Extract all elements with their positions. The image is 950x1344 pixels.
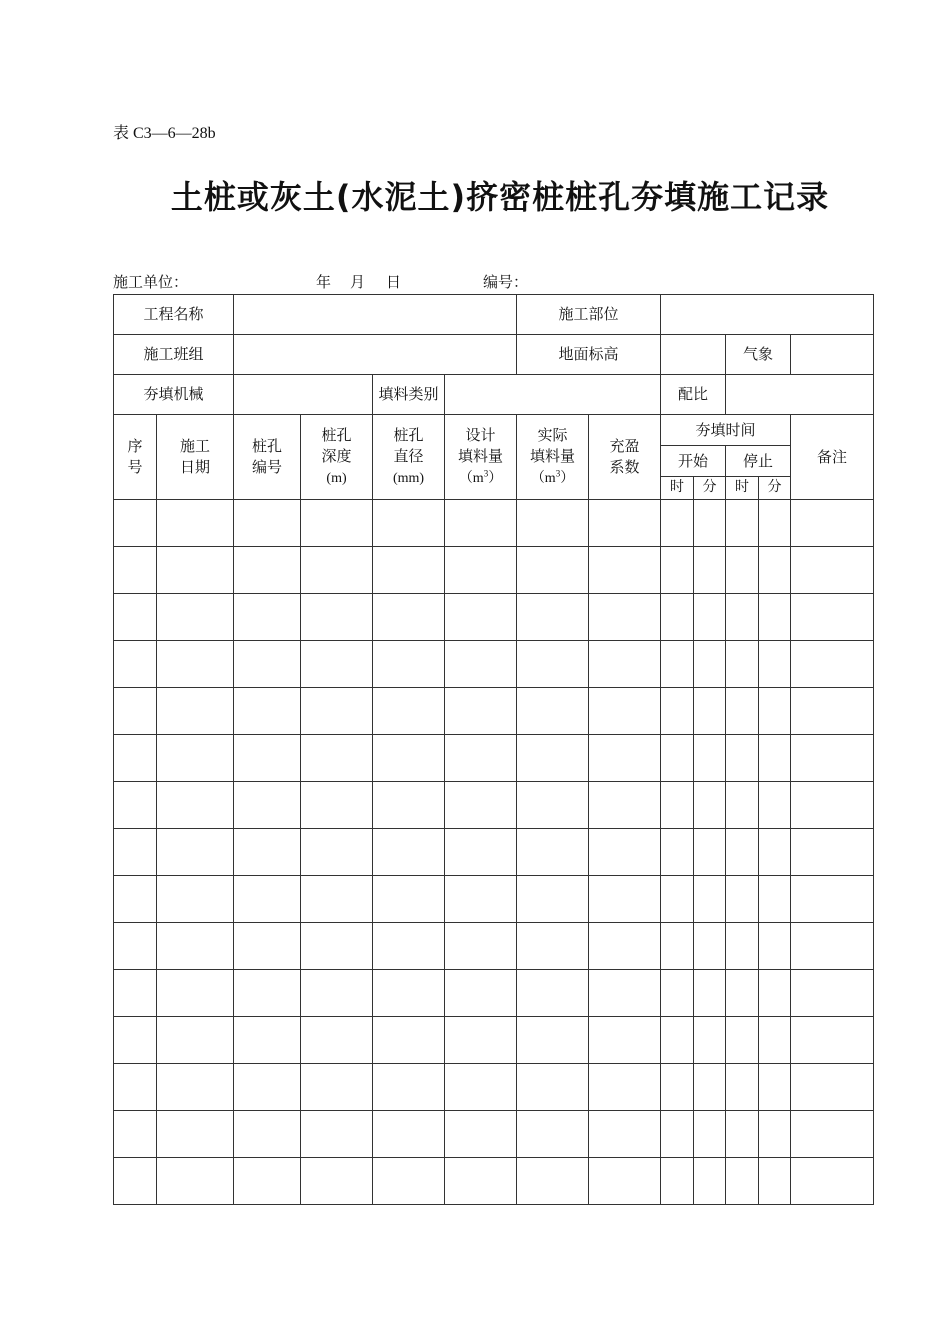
table-cell[interactable] [759, 594, 791, 641]
table-cell[interactable] [759, 500, 791, 547]
header-pile-no: 桩孔 编号 [234, 415, 301, 500]
table-cell[interactable] [373, 594, 445, 641]
table-cell[interactable] [661, 688, 694, 735]
table-cell[interactable] [694, 1064, 726, 1111]
table-cell[interactable] [726, 688, 759, 735]
table-cell[interactable] [726, 782, 759, 829]
table-cell[interactable] [661, 1158, 694, 1205]
table-cell[interactable] [301, 1064, 373, 1111]
page-title: 土桩或灰土(水泥土)挤密桩桩孔夯填施工记录 [170, 178, 830, 216]
table-cell[interactable] [157, 594, 234, 641]
header-design-fill: 设计 填料量 $(m^3)$ [445, 415, 517, 500]
table-cell[interactable] [234, 500, 301, 547]
table-cell[interactable] [445, 735, 517, 782]
day-label: 日 [386, 273, 402, 291]
table-cell[interactable] [726, 1111, 759, 1158]
table-cell[interactable] [759, 641, 791, 688]
table-cell[interactable] [157, 1064, 234, 1111]
header-tamp-time: 夯填时间 [661, 415, 791, 446]
table-row [114, 688, 874, 735]
table-cell[interactable] [373, 876, 445, 923]
table-cell[interactable] [759, 1158, 791, 1205]
construction-part-label: 施工部位 [517, 295, 661, 335]
table-cell[interactable] [234, 970, 301, 1017]
table-cell[interactable] [791, 594, 874, 641]
table-cell[interactable] [759, 970, 791, 1017]
form-code: 表 C3—6—28b [113, 125, 216, 142]
header-start: 开始 [661, 446, 726, 477]
table-row [114, 782, 874, 829]
table-cell[interactable] [114, 641, 157, 688]
table-cell[interactable] [589, 1064, 661, 1111]
table-cell[interactable] [694, 829, 726, 876]
table-cell[interactable] [661, 923, 694, 970]
header-start-hour: 时 [661, 477, 694, 500]
table-cell[interactable] [517, 1111, 589, 1158]
table-cell[interactable] [445, 876, 517, 923]
table-cell[interactable] [114, 1111, 157, 1158]
table-row [114, 923, 874, 970]
table-cell[interactable] [759, 876, 791, 923]
table-cell[interactable] [517, 1158, 589, 1205]
table-cell[interactable] [517, 547, 589, 594]
table-row [114, 1158, 874, 1205]
table-cell[interactable] [114, 1017, 157, 1064]
table-cell[interactable] [694, 876, 726, 923]
table-cell[interactable] [157, 782, 234, 829]
table-cell[interactable] [517, 688, 589, 735]
table-row [114, 500, 874, 547]
header-depth: 桩孔 深度 (m) [301, 415, 373, 500]
table-cell[interactable] [791, 829, 874, 876]
table-cell[interactable] [589, 829, 661, 876]
table-cell[interactable] [759, 923, 791, 970]
table-cell[interactable] [517, 1064, 589, 1111]
table-cell[interactable] [791, 923, 874, 970]
table-cell[interactable] [114, 735, 157, 782]
table-cell[interactable] [726, 547, 759, 594]
table-cell[interactable] [373, 782, 445, 829]
table-cell[interactable] [114, 970, 157, 1017]
table-cell[interactable] [301, 688, 373, 735]
table-cell[interactable] [445, 1017, 517, 1064]
table-cell[interactable] [791, 782, 874, 829]
table-cell[interactable] [445, 970, 517, 1017]
table-cell[interactable] [157, 970, 234, 1017]
table-cell[interactable] [157, 876, 234, 923]
table-cell[interactable] [726, 500, 759, 547]
table-cell[interactable] [234, 1111, 301, 1158]
table-cell[interactable] [445, 1064, 517, 1111]
table-cell[interactable] [234, 829, 301, 876]
weather-label: 气象 [726, 335, 791, 375]
machine-label: 夯填机械 [114, 375, 234, 415]
table-row [114, 829, 874, 876]
table-cell[interactable] [759, 735, 791, 782]
table-cell[interactable] [445, 594, 517, 641]
table-cell[interactable] [157, 1111, 234, 1158]
table-cell[interactable] [661, 1064, 694, 1111]
table-cell[interactable] [114, 923, 157, 970]
table-row [114, 1111, 874, 1158]
table-cell[interactable] [445, 641, 517, 688]
table-cell[interactable] [791, 876, 874, 923]
table-cell[interactable] [726, 735, 759, 782]
table-cell[interactable] [445, 547, 517, 594]
table-cell[interactable] [301, 547, 373, 594]
table-cell[interactable] [114, 782, 157, 829]
table-cell[interactable] [373, 1111, 445, 1158]
table-row [114, 1017, 874, 1064]
table-cell[interactable] [373, 688, 445, 735]
table-cell[interactable] [791, 641, 874, 688]
header-fill-coef: 充盈 系数 [589, 415, 661, 500]
table-cell[interactable] [791, 1017, 874, 1064]
table-cell[interactable] [445, 782, 517, 829]
table-cell[interactable] [301, 829, 373, 876]
table-cell[interactable] [791, 1111, 874, 1158]
construction-part-value[interactable] [661, 295, 874, 335]
table-cell[interactable] [694, 688, 726, 735]
table-cell[interactable] [661, 782, 694, 829]
table-row [114, 970, 874, 1017]
table-cell[interactable] [661, 1111, 694, 1158]
number-label: 编号： [483, 273, 529, 291]
table-cell[interactable] [589, 970, 661, 1017]
table-cell[interactable] [517, 500, 589, 547]
header-stop-hour: 时 [726, 477, 759, 500]
table-cell[interactable] [157, 829, 234, 876]
table-cell[interactable] [726, 970, 759, 1017]
table-cell[interactable] [589, 1017, 661, 1064]
table-cell[interactable] [791, 1064, 874, 1111]
fill-type-label: 填料类别 [373, 375, 445, 415]
table-cell[interactable] [726, 594, 759, 641]
table-cell[interactable] [759, 688, 791, 735]
table-cell[interactable] [157, 735, 234, 782]
table-cell[interactable] [234, 876, 301, 923]
table-cell[interactable] [234, 688, 301, 735]
table-cell[interactable] [694, 594, 726, 641]
table-cell[interactable] [589, 876, 661, 923]
table-cell[interactable] [661, 876, 694, 923]
table-cell[interactable] [694, 641, 726, 688]
table-cell[interactable] [517, 782, 589, 829]
table-cell[interactable] [661, 641, 694, 688]
table-row [114, 1064, 874, 1111]
table-cell[interactable] [694, 1111, 726, 1158]
table-cell[interactable] [114, 1064, 157, 1111]
machine-value[interactable] [234, 375, 373, 415]
table-cell[interactable] [517, 923, 589, 970]
table-cell[interactable] [694, 923, 726, 970]
table-cell[interactable] [661, 500, 694, 547]
table-cell[interactable] [661, 594, 694, 641]
table-cell[interactable] [589, 923, 661, 970]
project-name-value[interactable] [234, 295, 517, 335]
table-cell[interactable] [445, 923, 517, 970]
table-cell[interactable] [157, 1017, 234, 1064]
table-cell[interactable] [694, 782, 726, 829]
table-cell[interactable] [234, 735, 301, 782]
construction-record-table [113, 294, 874, 1205]
table-cell[interactable] [517, 876, 589, 923]
table-cell[interactable] [791, 500, 874, 547]
table-cell[interactable] [726, 1017, 759, 1064]
table-cell[interactable] [301, 500, 373, 547]
table-cell[interactable] [114, 594, 157, 641]
table-cell[interactable] [791, 735, 874, 782]
table-cell[interactable] [726, 829, 759, 876]
table-row [114, 876, 874, 923]
table-cell[interactable] [517, 594, 589, 641]
table-cell[interactable] [759, 829, 791, 876]
header-stop-minute: 分 [759, 477, 791, 500]
table-cell[interactable] [589, 735, 661, 782]
table-cell[interactable] [589, 782, 661, 829]
header-remarks: 备注 [791, 415, 874, 500]
table-cell[interactable] [157, 641, 234, 688]
table-cell[interactable] [445, 1111, 517, 1158]
table-cell[interactable] [589, 594, 661, 641]
table-cell[interactable] [661, 970, 694, 1017]
table-cell[interactable] [726, 876, 759, 923]
table-cell[interactable] [157, 688, 234, 735]
table-cell[interactable] [114, 876, 157, 923]
table-cell[interactable] [694, 1017, 726, 1064]
table-cell[interactable] [517, 970, 589, 1017]
project-name-label: 工程名称 [114, 295, 234, 335]
table-cell[interactable] [589, 547, 661, 594]
fill-type-value[interactable] [445, 375, 661, 415]
team-value[interactable] [234, 335, 517, 375]
table-cell[interactable] [694, 735, 726, 782]
table-cell[interactable] [445, 829, 517, 876]
header-start-minute: 分 [694, 477, 726, 500]
table-cell[interactable] [759, 1111, 791, 1158]
table-cell[interactable] [694, 547, 726, 594]
table-cell[interactable] [661, 735, 694, 782]
table-cell[interactable] [589, 688, 661, 735]
table-cell[interactable] [759, 782, 791, 829]
table-cell[interactable] [661, 829, 694, 876]
header-diameter: 桩孔 直径 (mm) [373, 415, 445, 500]
table-row [114, 594, 874, 641]
table-cell[interactable] [373, 1017, 445, 1064]
table-cell[interactable] [791, 970, 874, 1017]
table-cell[interactable] [234, 1158, 301, 1205]
table-cell[interactable] [589, 1111, 661, 1158]
table-cell[interactable] [301, 782, 373, 829]
table-cell[interactable] [445, 688, 517, 735]
table-cell[interactable] [726, 923, 759, 970]
year-label: 年 [316, 273, 332, 291]
table-cell[interactable] [114, 500, 157, 547]
header-stop: 停止 [726, 446, 791, 477]
table-cell[interactable] [517, 1017, 589, 1064]
table-cell[interactable] [373, 641, 445, 688]
table-row [114, 735, 874, 782]
table-cell[interactable] [301, 1158, 373, 1205]
table-cell[interactable] [589, 500, 661, 547]
data-rows [114, 500, 874, 1205]
table-cell[interactable] [589, 641, 661, 688]
table-cell[interactable] [234, 1064, 301, 1111]
table-cell[interactable] [373, 829, 445, 876]
table-cell[interactable] [114, 547, 157, 594]
table-cell[interactable] [234, 641, 301, 688]
table-cell[interactable] [301, 923, 373, 970]
table-cell[interactable] [726, 1158, 759, 1205]
table-cell[interactable] [373, 923, 445, 970]
table-cell[interactable] [759, 547, 791, 594]
table-cell[interactable] [301, 641, 373, 688]
table-cell[interactable] [726, 641, 759, 688]
header-date: 施工 日期 [157, 415, 234, 500]
table-cell[interactable] [589, 1158, 661, 1205]
table-cell[interactable] [694, 500, 726, 547]
table-row [114, 547, 874, 594]
table-cell[interactable] [791, 1158, 874, 1205]
weather-value[interactable] [791, 335, 874, 375]
table-cell[interactable] [373, 1064, 445, 1111]
table-cell[interactable] [661, 1017, 694, 1064]
table-cell[interactable] [301, 594, 373, 641]
table-cell[interactable] [301, 876, 373, 923]
table-cell[interactable] [157, 500, 234, 547]
construction-unit-label: 施工单位： [113, 273, 189, 291]
team-label: 施工班组 [114, 335, 234, 375]
table-cell[interactable] [373, 970, 445, 1017]
table-row [114, 641, 874, 688]
table-cell[interactable] [234, 1017, 301, 1064]
table-cell[interactable] [157, 1158, 234, 1205]
table-cell[interactable] [517, 641, 589, 688]
table-cell[interactable] [694, 1158, 726, 1205]
table-cell[interactable] [373, 547, 445, 594]
table-cell[interactable] [301, 1111, 373, 1158]
table-cell[interactable] [694, 970, 726, 1017]
table-cell[interactable] [759, 1064, 791, 1111]
header-actual-fill: 实际 填料量 $(m^3)$ [517, 415, 589, 500]
table-cell[interactable] [234, 594, 301, 641]
table-cell[interactable] [234, 923, 301, 970]
table-cell[interactable] [114, 688, 157, 735]
table-cell[interactable] [301, 735, 373, 782]
table-cell[interactable] [373, 500, 445, 547]
month-label: 月 [350, 273, 366, 291]
table-cell[interactable] [373, 735, 445, 782]
table-cell[interactable] [157, 923, 234, 970]
table-cell[interactable] [517, 735, 589, 782]
table-cell[interactable] [114, 829, 157, 876]
table-cell[interactable] [157, 547, 234, 594]
header-seq: 序 号 [114, 415, 157, 500]
table-cell[interactable] [234, 782, 301, 829]
ground-elevation-label: 地面标高 [517, 335, 661, 375]
table-cell[interactable] [445, 1158, 517, 1205]
table-cell[interactable] [517, 829, 589, 876]
table-cell[interactable] [726, 1064, 759, 1111]
table-cell[interactable] [445, 500, 517, 547]
table-cell[interactable] [301, 1017, 373, 1064]
table-cell[interactable] [301, 970, 373, 1017]
table-cell[interactable] [791, 547, 874, 594]
table-cell[interactable] [373, 1158, 445, 1205]
mix-ratio-value[interactable] [726, 375, 874, 415]
table-cell[interactable] [114, 1158, 157, 1205]
ground-elevation-value[interactable] [661, 335, 726, 375]
table-cell[interactable] [791, 688, 874, 735]
table-cell[interactable] [234, 547, 301, 594]
mix-ratio-label: 配比 [661, 375, 726, 415]
table-cell[interactable] [759, 1017, 791, 1064]
table-cell[interactable] [661, 547, 694, 594]
